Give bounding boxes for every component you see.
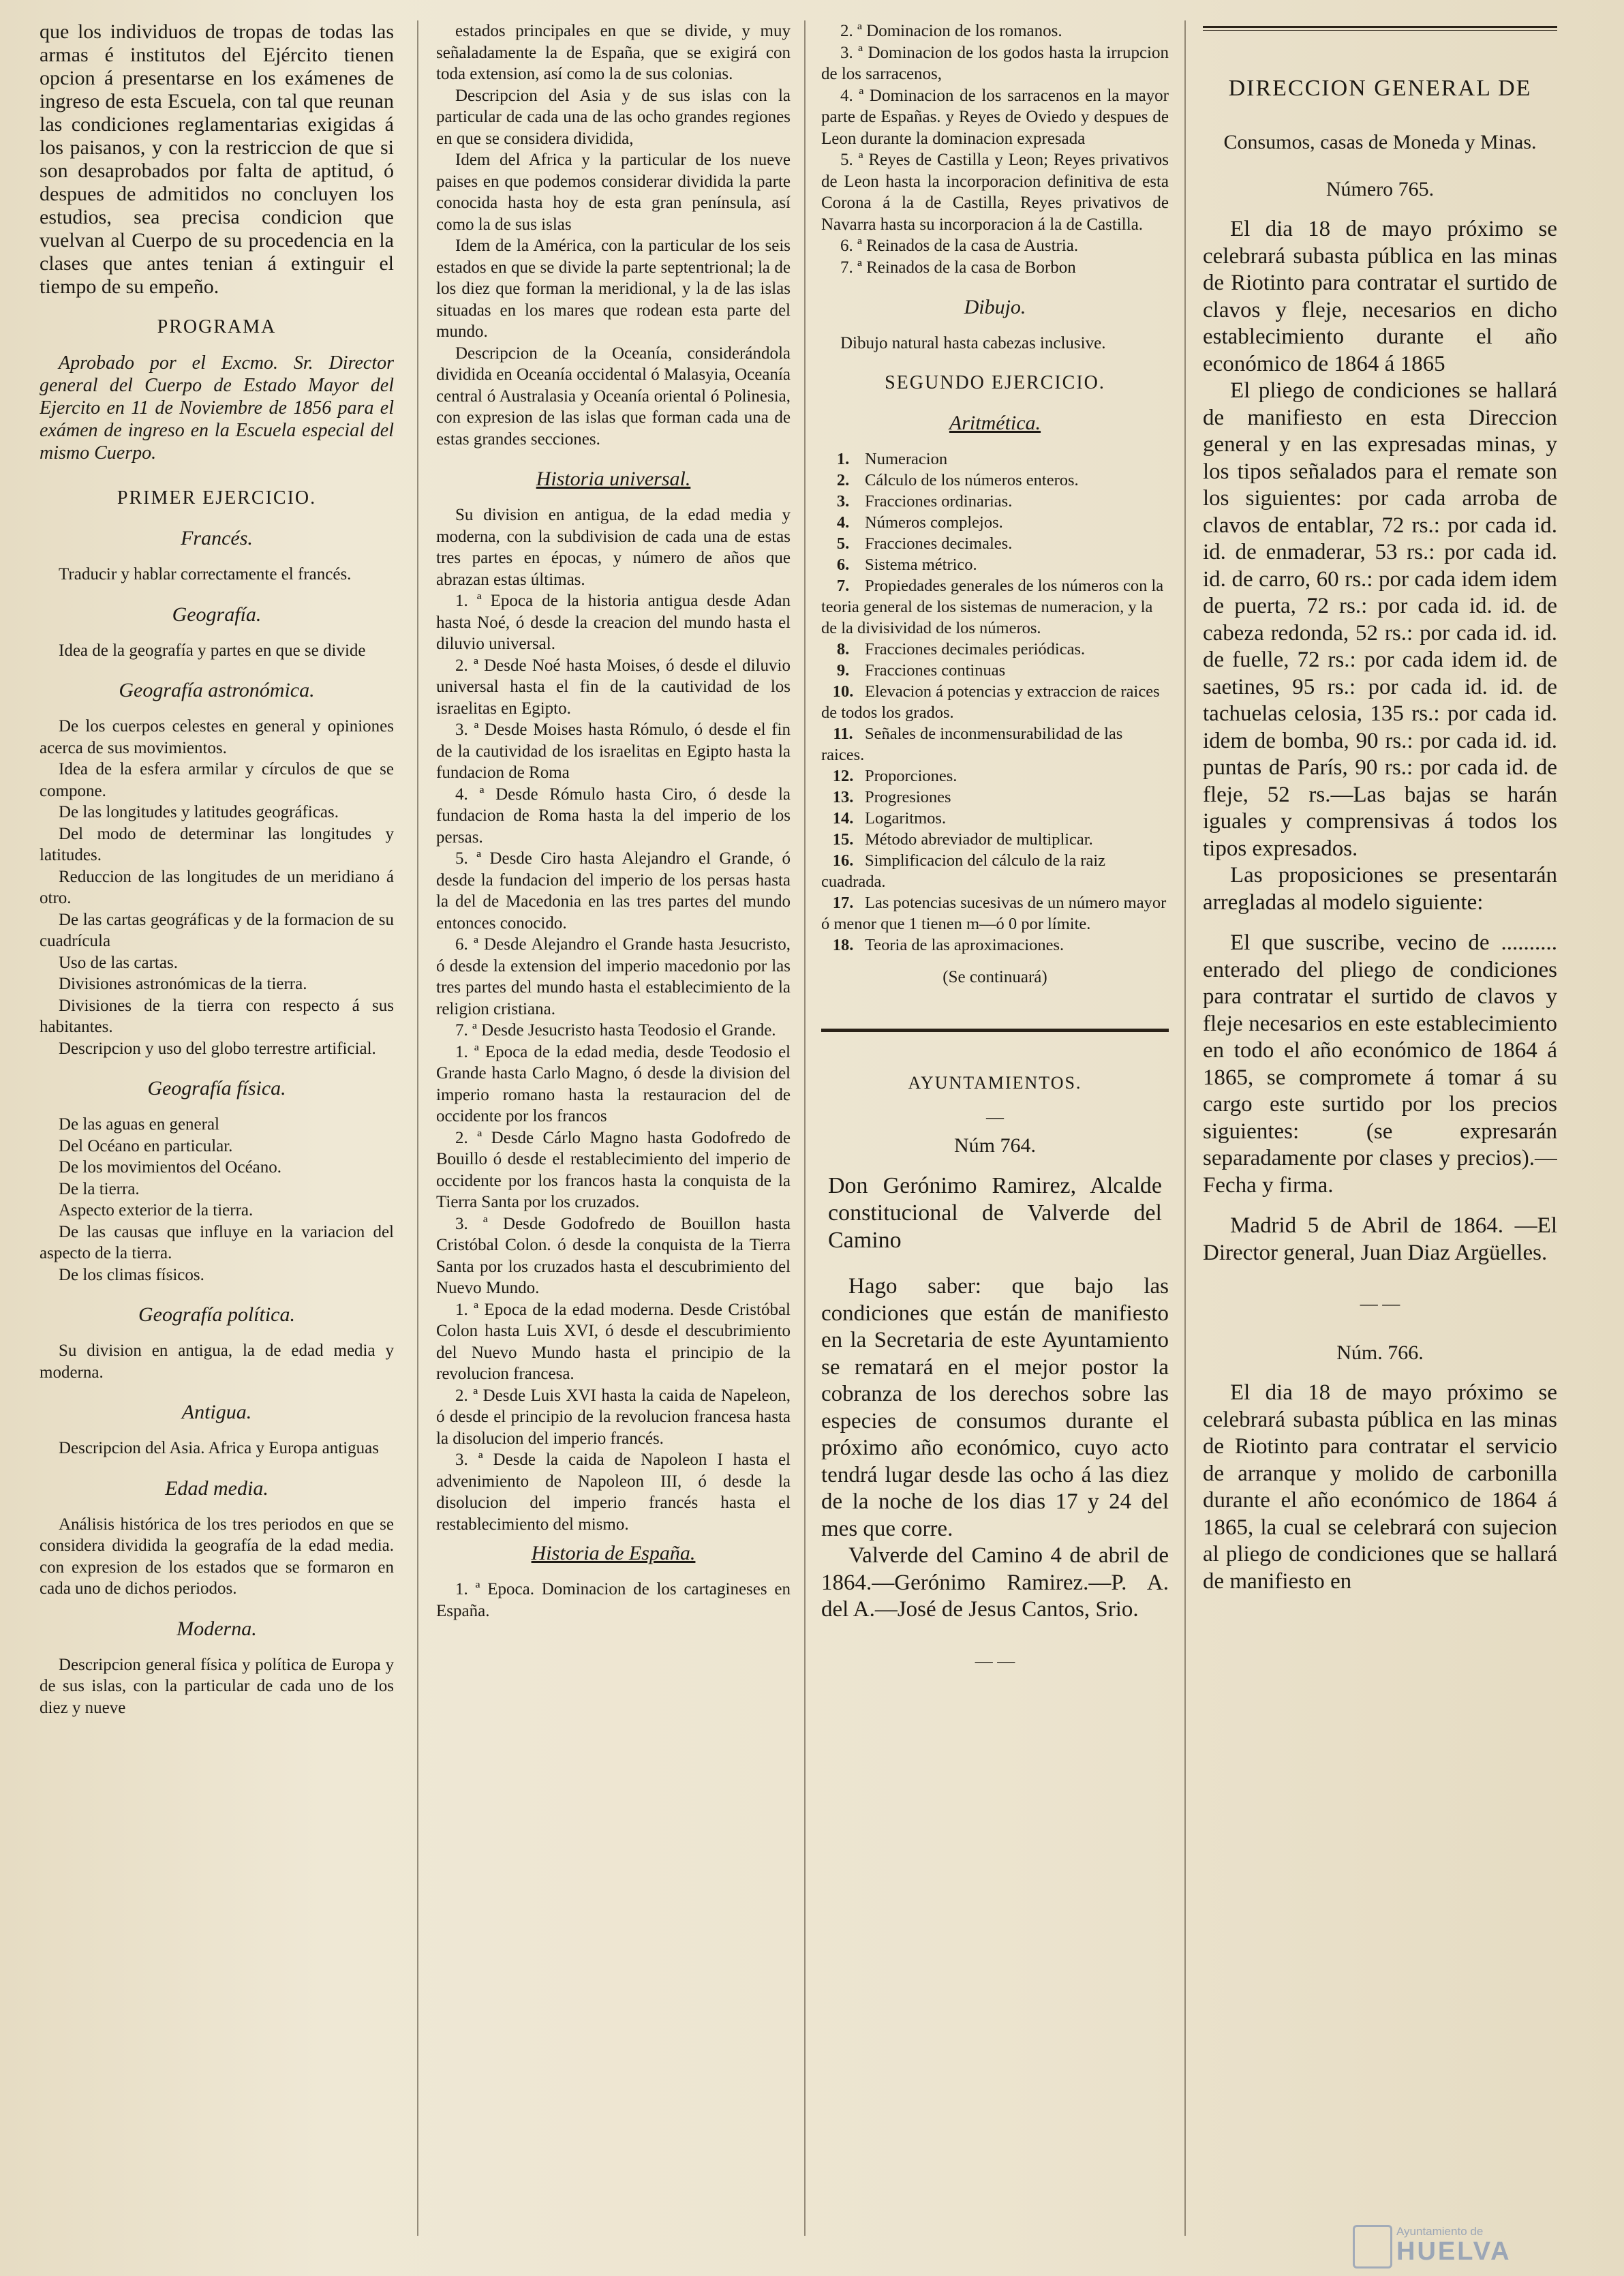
list-item [821,533,1169,554]
geografia-astronomica-heading: Geografía astronómica. [119,679,315,701]
end-dash: — — [975,1650,1015,1671]
item-text: Fracciones ordinarias. [865,491,1013,511]
column-3 [821,20,1169,1678]
list-item: 7. ª Desde Jesucristo hasta Teodosio el Grande. [455,1021,776,1040]
item-number: 1. [836,449,850,468]
list-item: Divisiones de la tierra con respecto á sus habitantes. [40,996,394,1036]
list-item: 1. ª Epoca de la edad media, desde Teodosio el Grande hasta Carlo Magno, ó desde la division del imperio romano hasta la restauracion del de occidente por los francos [436,1042,791,1125]
shield-icon [1353,2225,1392,2269]
list-item: Del Océano en particular. [59,1136,233,1155]
list-item: 4. ª Desde Rómulo hasta Ciro, ó desde la fundacion de Roma hasta la del imperio de los persas. [436,785,791,847]
column-rule [804,20,806,2236]
column-rule [1184,20,1186,2236]
moderna-heading: Moderna. [177,1617,257,1640]
programa-heading: PROGRAMA [157,316,277,337]
aritmetica-list [821,449,1169,956]
item-text: Números complejos. [865,513,1003,532]
subasta-766-text: El dia 18 de mayo próximo se celebrará subasta pública en las minas de Riotinto para contratar el servicio de arranque y molido de carbonilla durante el año económico de 1864 á 1865, la cual se celebrará con sujecion al pliego de condiciones que se hallará de manifiesto en [1203,1380,1557,1594]
proposiciones-text: Las proposiciones se presentarán arregladas al modelo siguiente: [1203,863,1557,915]
dibujo-text: Dibujo natural hasta cabezas inclusive. [840,334,1106,352]
item-text: Fracciones continuas [865,661,1006,680]
paragraph: Descripcion del Asia y de sus islas con la particular de cada una de las ocho grandes regiones en que se considera dividida, [436,86,791,148]
paragraph: Idem del Africa y la particular de los nueve paises en que podemos considerar dividida la parte conocida hasta hoy de esta gran península, así como la de sus islas [436,151,791,234]
num-765: Número 765. [1326,178,1435,200]
edad-media-heading: Edad media. [165,1476,269,1500]
double-rule [1203,26,1557,31]
item-number: 7. [836,576,850,595]
moderna-text: Descripcion general física y política de Europa y de sus islas, con la particular de cada uno de los diez y nueve [40,1655,394,1717]
list-item [821,935,1169,956]
item-number: 6. [836,555,850,574]
item-text: Elevacion á potencias y extraccion de raices de todos los grados. [821,682,1160,722]
list-item [821,765,1169,787]
item-number: 3. [836,491,850,511]
list-item: 6. ª Desde Alejandro el Grande hasta Jesucristo, ó desde la extension del imperio macedonio por las tres partes del mundo hasta el establecimiento de la religion cristiana. [436,935,791,1018]
list-item: De la tierra. [59,1179,140,1198]
item-number: 12. [832,766,854,785]
item-text: Las potencias sucesivas de un número mayor ó menor que 1 tienen m—ó 0 por límite. [821,893,1167,933]
modelo-proposicion-text: El que suscribe, vecino de .......... enterado del pliego de condiciones para contratar el surtido de clavos y fleje necesarios en este establecimiento en todo el año económico de 1864 á 1865, se compromete á tomar á su cargo este surtido por los precios siguientes: (se expresarán separadamente por clases y precios).—Fecha y firma. [1203,930,1557,1198]
list-item: De los cuerpos celestes en general y opiniones acerca de sus movimientos. [40,717,394,757]
list-item: De las cartas geográficas y de la formacion de su cuadrícula [40,910,394,950]
geografia-astronomica-list [40,716,394,1059]
item-text: Progresiones [865,787,951,806]
column-rule [417,20,418,2236]
item-number: 14. [832,808,854,828]
list-item: 6. ª Reinados de la casa de Austria. [840,237,1079,255]
list-item [821,681,1169,723]
list-item [821,575,1169,639]
paragraph: Idem de la América, con la particular de los seis estados en que se divide la parte septentrional; la de los diez que forman la meridional, y la de las islas situadas en los mares que rodean esta parte del mundo. [436,237,791,341]
historia-intro: Su division en antigua, de la edad media y moderna, con la subdivision de cada una de estas tres partes en épocas, y número de años que abrazan estas últimas. [436,506,791,589]
list-item: 2. ª Dominacion de los romanos. [840,22,1062,40]
item-number: 15. [832,830,854,849]
item-text: Fracciones decimales. [865,534,1013,553]
watermark-line1: Ayuntamiento de [1396,2225,1484,2238]
item-text: Numeracion [865,449,948,468]
list-item: Del modo de determinar las longitudes y latitudes. [40,824,394,864]
item-number: 10. [832,682,854,701]
num-764: Núm 764. [954,1134,1036,1157]
antigua-text: Descripcion del Asia. Africa y Europa antiguas [59,1439,379,1457]
historia-universal-heading: Historia universal. [536,468,691,490]
aritmetica-heading: Aritmética. [949,411,1041,434]
antigua-heading: Antigua. [181,1401,252,1423]
continuara-note: (Se continuará) [943,967,1047,986]
item-number: 11. [833,724,853,743]
list-item [821,491,1169,512]
dash-divider: — — [1360,1294,1400,1314]
list-item: Uso de las cartas. [59,953,178,972]
geografia-fisica-list [40,1114,394,1286]
item-text: Logaritmos. [865,808,947,828]
historia-espana-list [821,20,1169,278]
geografia-continuation [436,20,791,450]
list-item: De las longitudes y latitudes geográficas. [59,803,339,821]
list-item [821,512,1169,533]
column-4 [1203,20,1557,1595]
item-text: Proporciones. [865,766,957,785]
section-rule [821,1029,1169,1032]
segundo-ejercicio-heading: SEGUNDO EJERCICIO. [885,371,1105,393]
list-item: 3. ª Desde Godofredo de Bouillon hasta Cristóbal Colon. ó desde la conquista de la Tierra Santa por los cruzados hasta el descubrimiento del Nuevo Mundo. [436,1214,791,1297]
frances-text: Traducir y hablar correctamente el francés. [59,565,352,583]
alcalde-heading: Don Gerónimo Ramirez, Alcalde constitucional de Valverde del Camino [828,1173,1162,1253]
column-2 [436,20,791,1622]
item-number: 9. [836,661,850,680]
list-item: 2. ª Desde Cárlo Magno hasta Godofredo de Bouillo ó desde el restablecimiento del imperio de occidente por los francos hasta la conquista de la Tierra Santa por los cruzados. [436,1128,791,1211]
list-item [821,892,1169,935]
list-item: 2. ª Desde Noé hasta Moises, ó desde el diluvio universal hasta el fin de la cautividad de los israelitas en Egipto. [436,656,791,718]
list-item: 5. ª Reyes de Castilla y Leon; Reyes privativos de Leon hasta la incorporacion definitiva de esta Corona á la de Castilla, Reyes privativos de Navarra hasta su incorporacion á la de Castilla. [821,151,1169,234]
dash-divider: — [986,1107,1004,1127]
num-766: Núm. 766. [1336,1341,1424,1364]
historia-espana-heading: Historia de España. [531,1542,696,1564]
paragraph: estados principales en que se divide, y muy señaladamente la de España, que se exigirá con toda extension, así como la de sus colonias. [436,22,791,83]
geografia-politica-heading: Geografía política. [138,1303,295,1326]
list-item: Idea de la esfera armilar y círculos de que se compone. [40,760,394,800]
primer-ejercicio-heading: PRIMER EJERCICIO. [117,487,317,509]
list-item [821,639,1169,660]
list-item [821,829,1169,850]
list-item [821,723,1169,765]
list-item [821,850,1169,892]
direccion-subheading: Consumos, casas de Moneda y Minas. [1223,131,1537,153]
column-1 [40,20,394,1718]
item-text: Propiedades generales de los números con la teoria general de los sistemas de numeracion, y la de la divisividad de los números. [821,576,1164,637]
list-item [821,449,1169,470]
paragraph: Descripcion de la Oceanía, considerándola dividida en Oceanía occidental ó Malasyia, Oceanía central ó Australasia y Oceanía oriental ó Polinesia, con expresion de las islas que forman cada una de estas grandes secciones. [436,344,791,449]
list-item: Reduccion de las longitudes de un meridiano á otro. [40,867,394,907]
list-item: De las causas que influye en la variacion del aspecto de la tierra. [40,1222,394,1262]
geografia-fisica-heading: Geografía física. [147,1077,286,1099]
geografia-politica-text: Su division en antigua, la de edad media y moderna. [40,1341,394,1382]
list-item: Descripcion y uso del globo terrestre artificial. [59,1039,376,1058]
item-text: Teoria de las aproximaciones. [865,935,1064,954]
ayuntamientos-heading: AYUNTAMIENTOS. [908,1073,1082,1093]
item-number: 13. [832,787,854,806]
intro-paragraph: que los individuos de tropas de todas las armas é institutos del Ejército tienen opcion á presentarse en los exámenes de ingreso de esta Escuela, con tal que reunan las condiciones reglamentarias exigidas á los paisanos, y con la restriccion de que si son desaprobados por falta de aptitud, ó despues de admitidos no concluyen los estudios, sea precisa condicion que vuelvan al Cuerpo de su procedencia en la clases que antes tenian á extinguir el tiempo de su empeño. [40,20,394,298]
historia-epocas-list [436,590,791,1535]
list-item: 3. ª Desde Moises hasta Rómulo, ó desde el fin de la cautividad de los israelitas en Egipto hasta la fundacion de Roma [436,720,791,782]
item-number: 18. [832,935,854,954]
item-number: 5. [836,534,850,553]
frances-heading: Francés. [181,527,253,549]
edad-media-text: Análisis histórica de los tres periodos en que se considera dividida la geografía de la edad media. con expresion de los estados que se formaron en cada uno de dichos periodos. [40,1515,394,1598]
list-item [821,660,1169,681]
item-number: 8. [836,639,850,658]
list-item: 4. ª Dominacion de los sarracenos en la mayor parte de Españas. y Reyes de Oviedo y despues de Leon durante la dominacion expresada [821,86,1169,148]
list-item: 1. ª Epoca de la historia antigua desde Adan hasta Noé, ó desde la creacion del mundo hasta el diluvio universal. [436,592,791,653]
valverde-signature: Valverde del Camino 4 de abril de 1864.—Gerónimo Ramirez.—P. A. del A.—José de Jesus Cantos, Srio. [821,1543,1169,1622]
item-number: 16. [832,851,854,870]
item-text: Fracciones decimales periódicas. [865,639,1086,658]
subasta-765-text: El dia 18 de mayo próximo se celebrará subasta pública en las minas de Riotinto para contratar el surtido de clavos y fleje, necesarios en dicho establecimiento durante el año económico de 1864 á 1865 [1203,217,1557,376]
watermark-line2: HUELVA [1396,2237,1512,2266]
archive-watermark [1353,2224,1584,2266]
list-item [821,470,1169,491]
item-text: Sistema métrico. [865,555,977,574]
list-item: De los movimientos del Océano. [59,1158,282,1177]
list-item [821,808,1169,829]
list-item: 3. ª Dominacion de los godos hasta la irrupcion de los sarracenos, [821,43,1169,83]
list-item: 3. ª Desde la caida de Napoleon I hasta el advenimiento de Napoleon III, ó desde la disolucion del imperio francés hasta el restablecimiento del mismo. [436,1451,791,1534]
programa-text: Aprobado por el Excmo. Sr. Director general del Cuerpo de Estado Mayor del Ejercito en 11 de Noviembre de 1856 para el exámen de ingreso en la Escuela especial del mismo Cuerpo. [40,352,394,464]
list-item: Divisiones astronómicas de la tierra. [59,975,307,993]
hago-saber-text: Hago saber: que bajo las condiciones que están de manifiesto en la Secretaria de este Ayuntamiento se rematará en el mejor postor la cobranza de los derechos sobre las especies de consumos durante el próximo año económico, cuyo acto tendrá lugar desde las ocho á las diez de la noche de los dias 17 y 24 del mes que corre. [821,1274,1169,1541]
direccion-heading: DIRECCION GENERAL DE [1228,76,1532,101]
list-item: 7. ª Reinados de la casa de Borbon [840,258,1076,277]
geografia-heading: Geografía. [172,603,262,626]
item-text: Señales de inconmensurabilidad de las raices. [821,724,1123,764]
list-item [821,787,1169,808]
list-item: 2. ª Desde Luis XVI hasta la caida de Napeleon, ó desde el principio de la revolucion francesa hasta la disolucion del imperio francés. [436,1386,791,1448]
list-item [821,554,1169,575]
list-item: 5. ª Desde Ciro hasta Alejandro el Grande, ó desde la fundacion del imperio de los persas hasta la del de Macedonia en las tres partes del mundo entonces conocido. [436,849,791,932]
dibujo-heading: Dibujo. [964,296,1026,318]
madrid-signature: Madrid 5 de Abril de 1864. —El Director general, Juan Diaz Argüelles. [1203,1213,1557,1265]
item-text: Simplificacion del cálculo de la raiz cuadrada. [821,851,1106,891]
geografia-text: Idea de la geografía y partes en que se divide [59,641,366,660]
espana-epoca-1: 1. ª Epoca. Dominacion de los cartagineses en España. [436,1580,791,1620]
list-item: 1. ª Epoca de la edad moderna. Desde Cristóbal Colon hasta Luis XVI, ó desde el descubrimiento del Nuevo Mundo hasta el principio de la revolucion francesa. [436,1300,791,1383]
item-number: 17. [832,893,854,912]
item-text: Cálculo de los números enteros. [865,470,1079,489]
list-item: De los climas físicos. [59,1265,204,1284]
item-text: Método abreviador de multiplicar. [865,830,1093,849]
item-number: 2. [836,470,850,489]
list-item: De las aguas en general [59,1115,219,1134]
item-number: 4. [836,513,850,532]
list-item: Aspecto exterior de la tierra. [59,1201,254,1219]
pliego-condiciones-text: El pliego de condiciones se hallará de manifiesto en esta Direccion general y en las expresadas minas, y los tipos señalados para el remate son los siguientes: por cada arroba de clavos de entablar, 72 rs.: por cada id. id. de enmaderar, 53 rs.: por cada id. id. de carro, 60 rs.: por cada idem idem de puerta, 72 rs.: por cada id. id. de cabeza redonda, 52 rs.: por cada id. id. de fuelle, 72 rs.: por cada idem id. de saetines, 95 rs.: por cada id. id. de tachuelas celosia, 135 rs.: por cada id. idem de bomba, 90 rs.: por cada id. id. puntas de París, 90 rs.: por cada id. de fleje, 52 rs.—Las bajas se harán iguales y comprensivas á todos los tipos expresados. [1203,378,1557,861]
